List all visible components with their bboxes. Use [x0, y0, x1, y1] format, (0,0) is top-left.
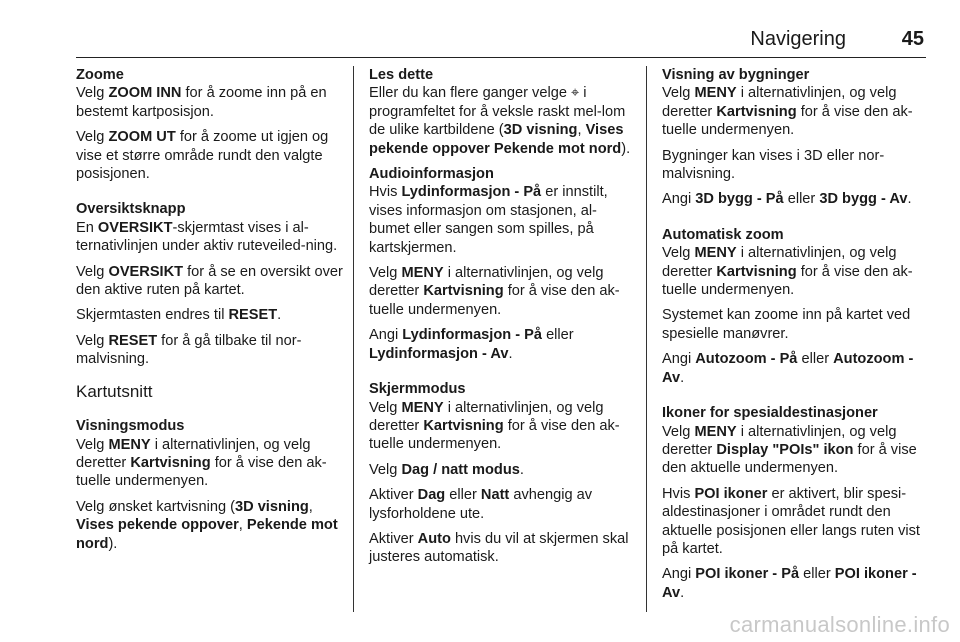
paragraph: Skjermtasten endres til RESET. — [76, 307, 282, 324]
paragraph: En OVERSIKT-skjermtast vises i al-ternativlinjen under aktiv ruteveiled-ning. — [76, 219, 338, 255]
heading-ikoner-for-spesialdestinasjoner: Ikoner for spesialdestinasjoner — [662, 405, 878, 422]
header-divider — [76, 57, 926, 58]
paragraph: Velg MENY i alternativlinjen, og velg deretter Kartvisning for å vise den ak-tuelle undermenyen. — [76, 436, 327, 490]
paragraph: Angi 3D bygg - På eller 3D bygg - Av. — [662, 191, 912, 208]
map-view-icon: ⌖ — [571, 85, 580, 102]
heading-visning-av-bygninger: Visning av bygninger — [662, 67, 810, 83]
paragraph: Eller du kan flere ganger velge ⌖ i programfeltet for å veksle raskt mel-lom de ulike kartbildene (3D visning, Vises pekende oppover Pekende mot nord). — [369, 85, 631, 157]
paragraph: Velg RESET for å gå tilbake til nor-malvisning. — [76, 332, 302, 368]
paragraph: Velg MENY i alternativlinjen, og velg deretter Kartvisning for å vise den ak-tuelle undermenyen. — [369, 399, 620, 453]
page-title: Navigering — [750, 28, 846, 50]
paragraph: Systemet kan zoome inn på kartet ved spesielle manøvrer. — [662, 307, 911, 342]
paragraph: Bygninger kan vises i 3D eller nor-malvisning. — [662, 147, 885, 183]
heading-visningsmodus: Visningsmodus — [76, 418, 185, 435]
paragraph: Velg MENY i alternativlinjen, og velg deretter Kartvisning for å vise den ak-tuelle undermenyen. — [662, 245, 913, 299]
paragraph: Velg ønsket kartvisning (3D visning, Vises pekende oppover, Pekende mot nord). — [76, 498, 338, 552]
heading-zoome: Zoome — [76, 67, 124, 83]
heading-skjermmodus: Skjermmodus — [369, 381, 466, 398]
column-1 — [76, 66, 344, 560]
paragraph: Angi POI ikoner - På eller POI ikoner - Av. — [662, 566, 917, 601]
heading-automatisk-zoom: Automatisk zoom — [662, 226, 784, 243]
column-3 — [662, 66, 930, 609]
paragraph: Aktiver Auto hvis du vil at skjermen skal justeres automatisk. — [369, 530, 629, 566]
paragraph: Velg ZOOM UT for å zoome ut igjen og vise et større område rundt den valgte posisjonen. — [76, 129, 329, 183]
paragraph: Velg Dag / natt modus. — [369, 461, 524, 478]
paragraph: Velg MENY i alternativlinjen, og velg deretter Display "POIs" ikon for å vise den aktuelle undermenyen. — [662, 423, 917, 477]
column-divider-1 — [353, 66, 354, 612]
heading-les-dette: Les dette — [369, 67, 434, 83]
section-heading-kartutsnitt: Kartutsnitt — [76, 381, 153, 401]
paragraph: Hvis POI ikoner er aktivert, blir spesi-aldestinasjoner i området rundt den aktuelle posisjonen eller langs ruten vist på kartet. — [662, 485, 920, 557]
page-header — [76, 24, 926, 54]
paragraph: Aktiver Dag eller Natt avhengig av lysforholdene ute. — [369, 487, 593, 522]
column-2 — [369, 66, 637, 574]
heading-oversiktsknapp: Oversiktsknapp — [76, 201, 186, 218]
page-number: 45 — [901, 28, 924, 50]
paragraph: Hvis Lydinformasjon - På er innstilt, vises informasjon om stasjonen, al-bumet eller sangen som spilles, på kartskjermen. — [369, 184, 608, 256]
paragraph: Angi Lydinformasjon - På eller Lydinformasjon - Av. — [369, 327, 574, 362]
paragraph: Angi Autozoom - På eller Autozoom - Av. — [662, 351, 914, 386]
paragraph: Velg MENY i alternativlinjen, og velg deretter Kartvisning for å vise den ak-tuelle undermenyen. — [369, 265, 620, 318]
watermark: carmanualsonline.info — [729, 612, 950, 637]
heading-audioinformasjon: Audioinformasjon — [369, 166, 494, 183]
paragraph: Velg ZOOM INN for å zoome inn på en bestemt kartposisjon. — [76, 85, 327, 120]
paragraph: Velg OVERSIKT for å se en oversikt over den aktive ruten på kartet. — [76, 263, 343, 299]
column-divider-2 — [646, 66, 647, 612]
paragraph: Velg MENY i alternativlinjen, og velg deretter Kartvisning for å vise den ak-tuelle undermenyen. — [662, 85, 913, 139]
